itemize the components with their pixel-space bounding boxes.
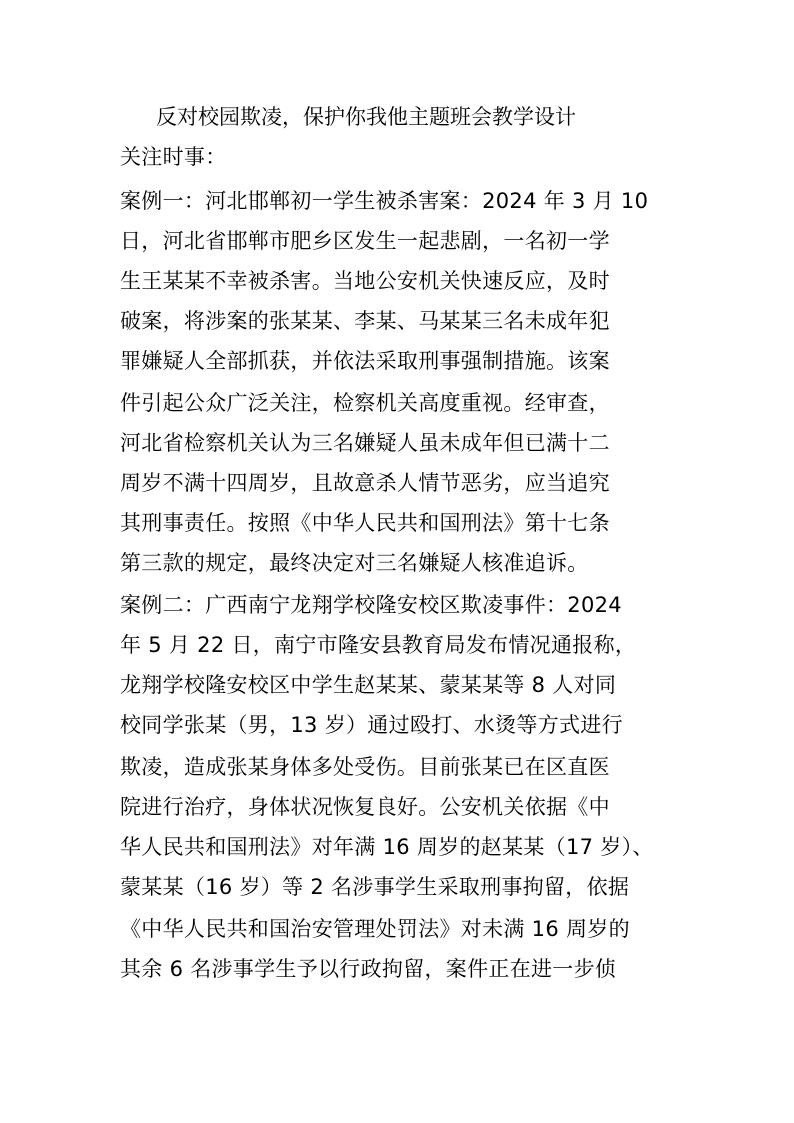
text-line: 生王某某不幸被杀害。当地公安机关快速反应，及时 [120, 269, 610, 293]
text-line: 校同学张某（男，13 岁）通过殴打、水烫等方式进行 [120, 713, 623, 737]
text-line: 其刑事责任。按照《中华人民共和国刑法》第十七条 [120, 511, 610, 535]
text-line: 蒙某某（16 岁）等 2 名涉事学生采取刑事拘留，依据 [120, 875, 630, 899]
text-line: 关注时事： [120, 145, 227, 169]
text-line: 院进行治疗，身体状况恢复良好。公安机关依据《中 [120, 795, 610, 819]
text-line: 华人民共和国刑法》对年满 16 周岁的赵某某（17 岁）、 [120, 835, 654, 859]
text-line: 《中华人民共和国治安管理处罚法》对未满 16 周岁的 [120, 917, 630, 941]
text-line: 龙翔学校隆安校区中学生赵某某、蒙某某等 8 人对同 [120, 673, 617, 697]
text-line: 周岁不满十四周岁，且故意杀人情节恶劣，应当追究 [120, 471, 610, 495]
text-line: 其余 6 名涉事学生予以行政拘留，案件正在进一步侦 [120, 957, 617, 981]
text-line: 案例二：广西南宁龙翔学校隆安校区欺凌事件：2024 [120, 593, 622, 617]
text-line: 欺凌，造成张某身体多处受伤。目前张某已在区直医 [120, 755, 610, 779]
text-line: 日，河北省邯郸市肥乡区发生一起悲剧，一名初一学 [120, 229, 610, 253]
text-line: 罪嫌疑人全部抓获，并依法采取刑事强制措施。该案 [120, 349, 610, 373]
text-line: 件引起公众广泛关注，检察机关高度重视。经审查， [120, 391, 610, 415]
text-line: 第三款的规定，最终决定对三名嫌疑人核准追诉。 [120, 551, 589, 575]
document-title: 反对校园欺凌，保护你我他主题班会教学设计 [156, 105, 576, 129]
text-line: 河北省检察机关认为三名嫌疑人虽未成年但已满十二 [120, 431, 610, 455]
text-line: 案例一：河北邯郸初一学生被杀害案：2024 年 3 月 10 [120, 189, 649, 213]
text-line: 破案，将涉案的张某某、李某、马某某三名未成年犯 [120, 309, 610, 333]
text-line: 年 5 月 22 日，南宁市隆安县教育局发布情况通报称， [120, 633, 637, 657]
